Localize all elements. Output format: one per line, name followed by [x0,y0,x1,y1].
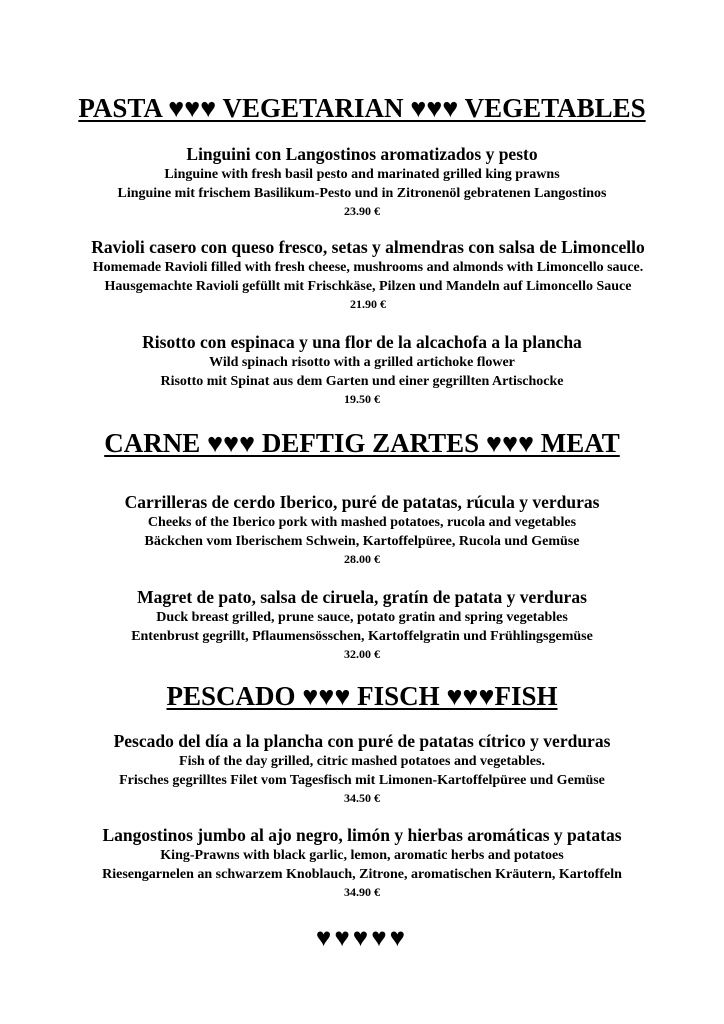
dish-desc-en: King-Prawns with black garlic, lemon, aromatic herbs and potatoes [160,848,564,863]
dish-desc-de: Bäckchen vom Iberischem Schwein, Kartoffelpüree, Rucola und Gemüse [144,534,580,549]
menu-item-magret [0,586,724,663]
dish-desc-de: Linguine mit frischem Basilikum-Pesto und in Zitronenöl gebratenen Langostinos [117,186,607,201]
menu-item-ravioli [6,236,724,313]
menu-item-langostinos-jumbo [0,824,724,901]
section-heading-pescado: PESCADO ♥♥♥ FISCH ♥♥♥FISH [166,681,558,711]
dish-desc-de: Frisches gegrilltes Filet vom Tagesfisch mit Limonen-Kartoffelpüree und Gemüse [119,773,605,788]
dish-price: 32.00 € [344,647,380,661]
menu-item-carrilleras [0,491,724,568]
dish-price: 21.90 € [350,297,386,311]
dish-name-es: Risotto con espinaca y una flor de la alcachofa a la plancha [142,332,582,352]
section-heading-carne: CARNE ♥♥♥ DEFTIG ZARTES ♥♥♥ MEAT [104,428,620,458]
dish-desc-en: Linguine with fresh basil pesto and marinated grilled king prawns [164,167,560,182]
dish-desc-de: Riesengarnelen an schwarzem Knoblauch, Zitrone, aromatischen Kräutern, Kartoffeln [102,867,622,882]
dish-price: 19.50 € [344,392,380,406]
dish-desc-en: Cheeks of the Iberico pork with mashed potatoes, rucola and vegetables [147,515,577,530]
dish-name-es: Langostinos jumbo al ajo negro, limón y hierbas aromáticas y patatas [102,825,622,845]
dish-name-es: Magret de pato, salsa de ciruela, gratín de patata y verduras [137,587,587,607]
menu-item-pescado-del-dia [0,730,724,807]
dish-desc-en: Homemade Ravioli filled with fresh cheese, mushrooms and almonds with Limoncello sauce. [92,260,644,275]
dish-desc-de: Hausgemachte Ravioli gefüllt mit Frischkäse, Pilzen und Mandeln auf Limoncello Sauce [104,279,632,294]
menu-item-risotto [0,331,724,408]
dish-desc-en: Duck breast grilled, prune sauce, potato gratin and spring vegetables [156,610,568,625]
dish-name-es: Pescado del día a la plancha con puré de patatas cítrico y verduras [113,731,611,751]
footer-hearts-icon: ♥♥♥♥♥ [315,923,409,952]
menu-item-linguini [0,143,724,220]
section-heading-pasta: PASTA ♥♥♥ VEGETARIAN ♥♥♥ VEGETABLES [78,93,646,123]
dish-desc-de: Entenbrust gegrillt, Pflaumensösschen, Kartoffelgratin und Frühlingsgemüse [131,629,593,644]
dish-price: 28.00 € [344,552,380,566]
dish-price: 34.90 € [344,885,380,899]
dish-price: 23.90 € [344,204,380,218]
dish-desc-en: Fish of the day grilled, citric mashed potatoes and vegetables. [179,754,545,769]
dish-price: 34.50 € [344,791,380,805]
dish-name-es: Linguini con Langostinos aromatizados y pesto [186,144,538,164]
dish-name-es: Ravioli casero con queso fresco, setas y almendras con salsa de Limoncello [91,237,645,257]
dish-desc-de: Risotto mit Spinat aus dem Garten und einer gegrillten Artischocke [160,374,564,389]
dish-name-es: Carrilleras de cerdo Iberico, puré de patatas, rúcula y verduras [124,492,600,512]
dish-desc-en: Wild spinach risotto with a grilled artichoke flower [209,355,515,370]
